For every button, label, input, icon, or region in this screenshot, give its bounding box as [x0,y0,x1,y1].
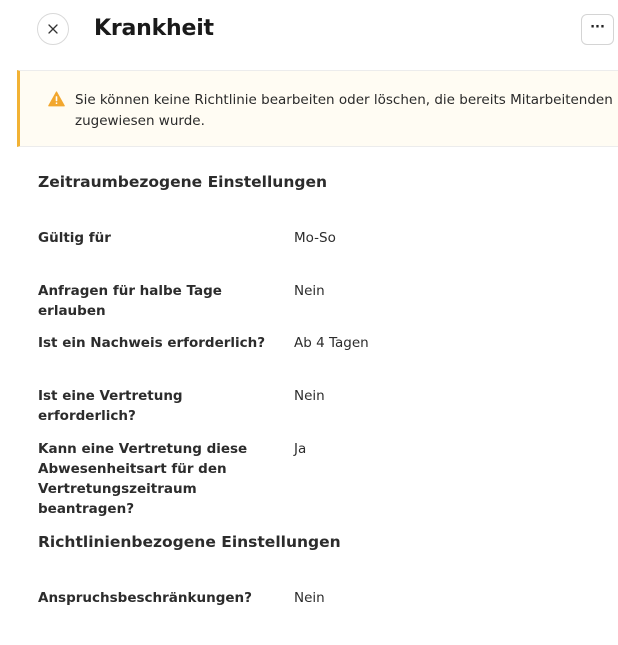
warning-banner [17,70,618,147]
close-icon [48,24,58,34]
warning-message-line: zugewiesen wurde. [75,113,205,129]
setting-label [38,439,278,519]
setting-value: Nein [294,388,325,404]
setting-label: Anspruchsbeschränkungen? [38,590,252,606]
panel-header [0,0,618,62]
warning-message [75,90,615,132]
warning-message-line: Sie können keine Richtlinie bearbeiten oder löschen, die bereits Mitarbeitenden [75,92,613,108]
setting-value: Ab 4 Tagen [294,335,369,351]
setting-label: Anfragen für halbe Tage erlauben [38,283,222,319]
setting-label-line: Abwesenheitsart für den [38,461,227,477]
setting-label: Ist ein Nachweis erforderlich? [38,335,266,351]
setting-label: Gültig für [38,230,111,246]
warning-icon [48,91,65,107]
setting-value: Ja [294,441,307,457]
setting-value: Mo-So [294,230,336,246]
setting-label-line: Vertretungszeitraum beantragen? [38,481,197,517]
close-button[interactable] [37,13,69,45]
more-options-button[interactable]: ··· [581,14,614,45]
setting-label: Ist eine Vertretung erforderlich? [38,388,183,424]
section-title-policy-settings: Richtlinienbezogene Einstellungen [38,533,341,551]
page-title: Krankheit [94,16,214,41]
setting-value: Nein [294,283,325,299]
section-title-period-settings: Zeitraumbezogene Einstellungen [38,173,328,191]
setting-label-line: Kann eine Vertretung diese [38,441,248,457]
setting-value: Nein [294,590,325,606]
